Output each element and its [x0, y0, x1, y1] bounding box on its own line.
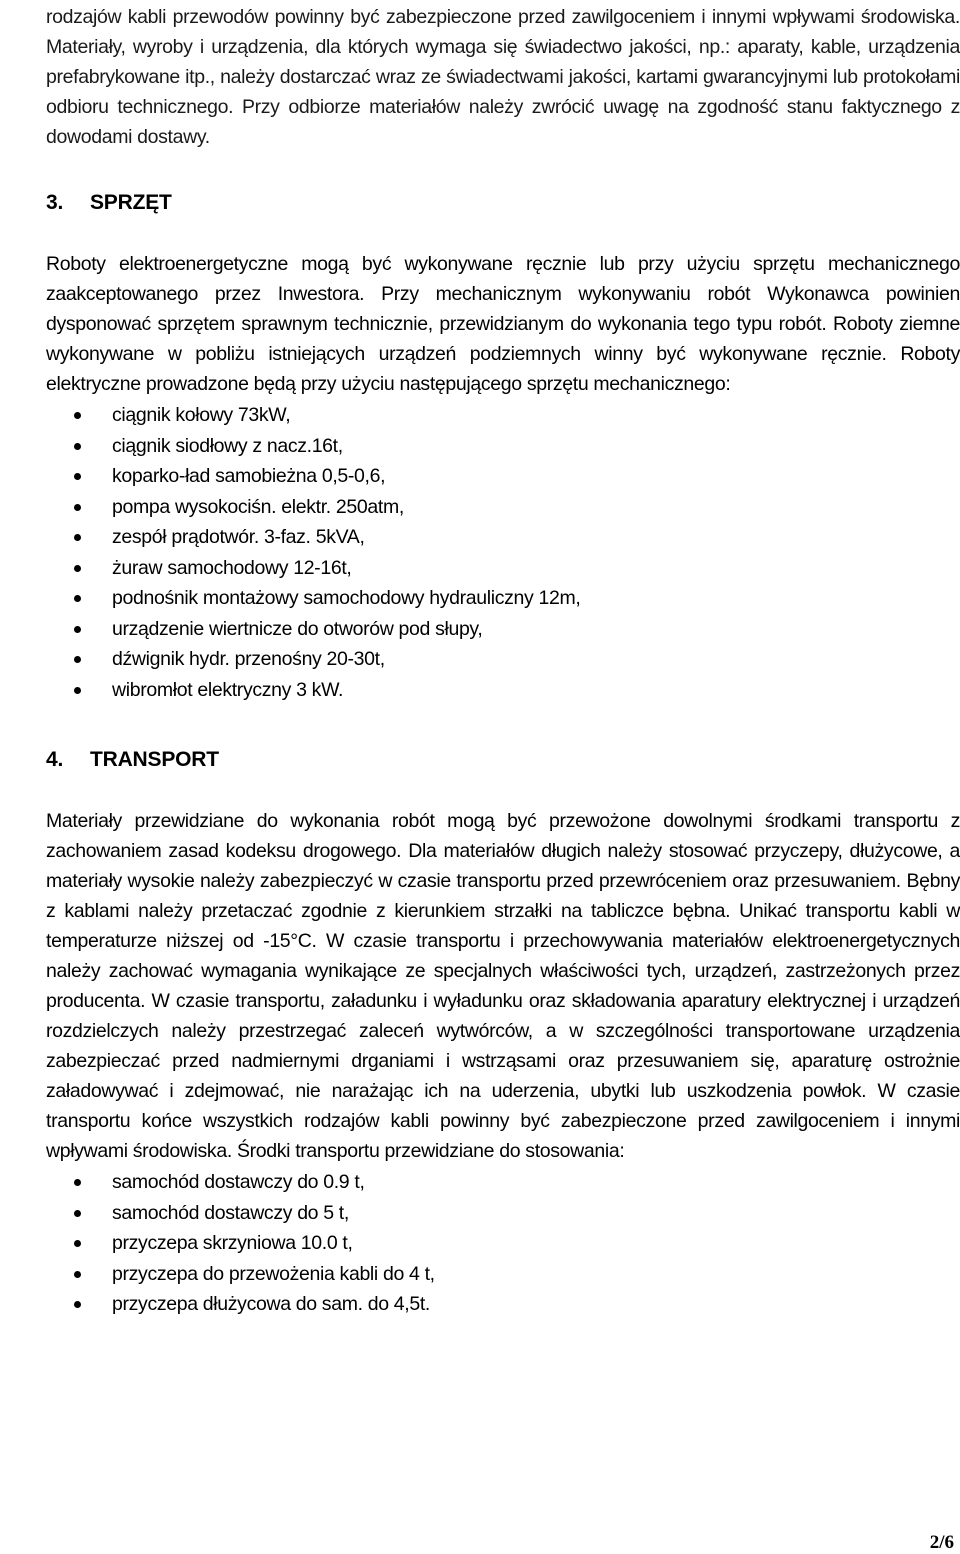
- bullet-icon: [74, 565, 81, 572]
- bullet-icon: [74, 1210, 81, 1217]
- list-item: samochód dostawczy do 0.9 t,: [46, 1167, 960, 1198]
- bullet-icon: [74, 473, 81, 480]
- bullet-icon: [74, 626, 81, 633]
- list-item: wibromłot elektryczny 3 kW.: [46, 675, 960, 706]
- equipment-list: [46, 400, 960, 705]
- intro-paragraph: rodzajów kabli przewodów powinny być zabezpieczone przed zawilgoceniem i innymi wpływami środowiska. Materiały, wyroby i urządzenia, dla których wymaga się świadectwo jakości, np.: aparaty, kable, urządzenia prefabrykowane itp., należy dostarczać wraz ze świadectwami jakości, kartami gwarancyjnymi lub protokołami odbioru technicznego. Przy odbiorze materiałów należy zwrócić uwagę na zgodność stanu faktycznego z dowodami dostawy.: [46, 6, 960, 148]
- list-item: podnośnik montażowy samochodowy hydrauliczny 12m,: [46, 583, 960, 614]
- section-heading-transport: [46, 745, 960, 775]
- list-item: przyczepa dłużycowa do sam. do 4,5t.: [46, 1289, 960, 1320]
- bullet-icon: [74, 504, 81, 511]
- list-item: ciągnik kołowy 73kW,: [46, 400, 960, 431]
- list-item: przyczepa skrzyniowa 10.0 t,: [46, 1228, 960, 1259]
- section-number: 3.: [46, 191, 64, 214]
- list-item: zespół prądotwór. 3-faz. 5kVA,: [46, 522, 960, 553]
- section-title: SPRZĘT: [90, 191, 172, 214]
- bullet-icon: [74, 687, 81, 694]
- transport-paragraph: Materiały przewidziane do wykonania robót mogą być przewożone dowolnymi środkami transportu z zachowaniem zasad kodeksu drogowego. Dla materiałów długich należy stosować przyczepy, dłużycowe, a materiały wysokie należy zabezpieczyć w czasie transportu przed przewróceniem oraz przesuwaniem. Bębny z kablami należy przetaczać zgodnie z kierunkiem strzałki na tabliczce bębna. Unikać transportu kabli w temperaturze niższej od -15°C. W czasie transportu i przechowywania materiałów elektroenergetycznych należy zachować wymagania wynikające ze specjalnych właściwości tych, urządzeń, zastrzeżonych przez producenta. W czasie transportu, załadunku i wyładunku oraz składowania aparatury elektrycznej i urządzeń rozdzielczych należy przestrzegać zaleceń wytwórców, a w szczególności transportowane urządzenia zabezpieczać przed nadmiernymi drganiami i wstrząsami oraz przesuwaniem się, aparaturę ostrożnie załadowywać i zdejmować, nie narażając ich na uderzenia, ubytki lub uszkodzenia powłok. W czasie transportu końce wszystkich rodzajów kabli powinny być zabezpieczone przed zawilgoceniem i innymi wpływami środowiska. Środki transportu przewidziane do stosowania:: [46, 810, 960, 1162]
- bullet-icon: [74, 1240, 81, 1247]
- list-item: pompa wysokociśn. elektr. 250atm,: [46, 492, 960, 523]
- document-page: [46, 0, 960, 1320]
- bullet-icon: [74, 534, 81, 541]
- bullet-icon: [74, 412, 81, 419]
- list-item: ciągnik siodłowy z nacz.16t,: [46, 431, 960, 462]
- list-item: żuraw samochodowy 12-16t,: [46, 553, 960, 584]
- page-number: 2/6: [929, 1532, 954, 1553]
- bullet-icon: [74, 656, 81, 663]
- bullet-icon: [74, 443, 81, 450]
- section-title: TRANSPORT: [90, 748, 219, 771]
- list-item: urządzenie wiertnicze do otworów pod słupy,: [46, 614, 960, 645]
- bullet-icon: [74, 1301, 81, 1308]
- bullet-icon: [74, 1271, 81, 1278]
- section-number: 4.: [46, 748, 64, 771]
- section-heading-sprzet: [46, 188, 960, 218]
- list-item: koparko-ład samobieżna 0,5-0,6,: [46, 461, 960, 492]
- sprzet-paragraph: Roboty elektroenergetyczne mogą być wykonywane ręcznie lub przy użyciu sprzętu mechanicznego zaakceptowanego przez Inwestora. Przy mechanicznym wykonywaniu robót Wykonawca powinien dysponować sprzętem sprawnym technicznie, przewidzianym do wykonania tego typu robót. Roboty ziemne wykonywane w pobliżu istniejących urządzeń podziemnych winny być wykonywane ręcznie. Roboty elektryczne prowadzone będą przy użyciu następującego sprzętu mechanicznego:: [46, 253, 960, 395]
- bullet-icon: [74, 595, 81, 602]
- list-item: samochód dostawczy do 5 t,: [46, 1198, 960, 1229]
- transport-list: [46, 1167, 960, 1320]
- bullet-icon: [74, 1179, 81, 1186]
- list-item: przyczepa do przewożenia kabli do 4 t,: [46, 1259, 960, 1290]
- list-item: dźwignik hydr. przenośny 20-30t,: [46, 644, 960, 675]
